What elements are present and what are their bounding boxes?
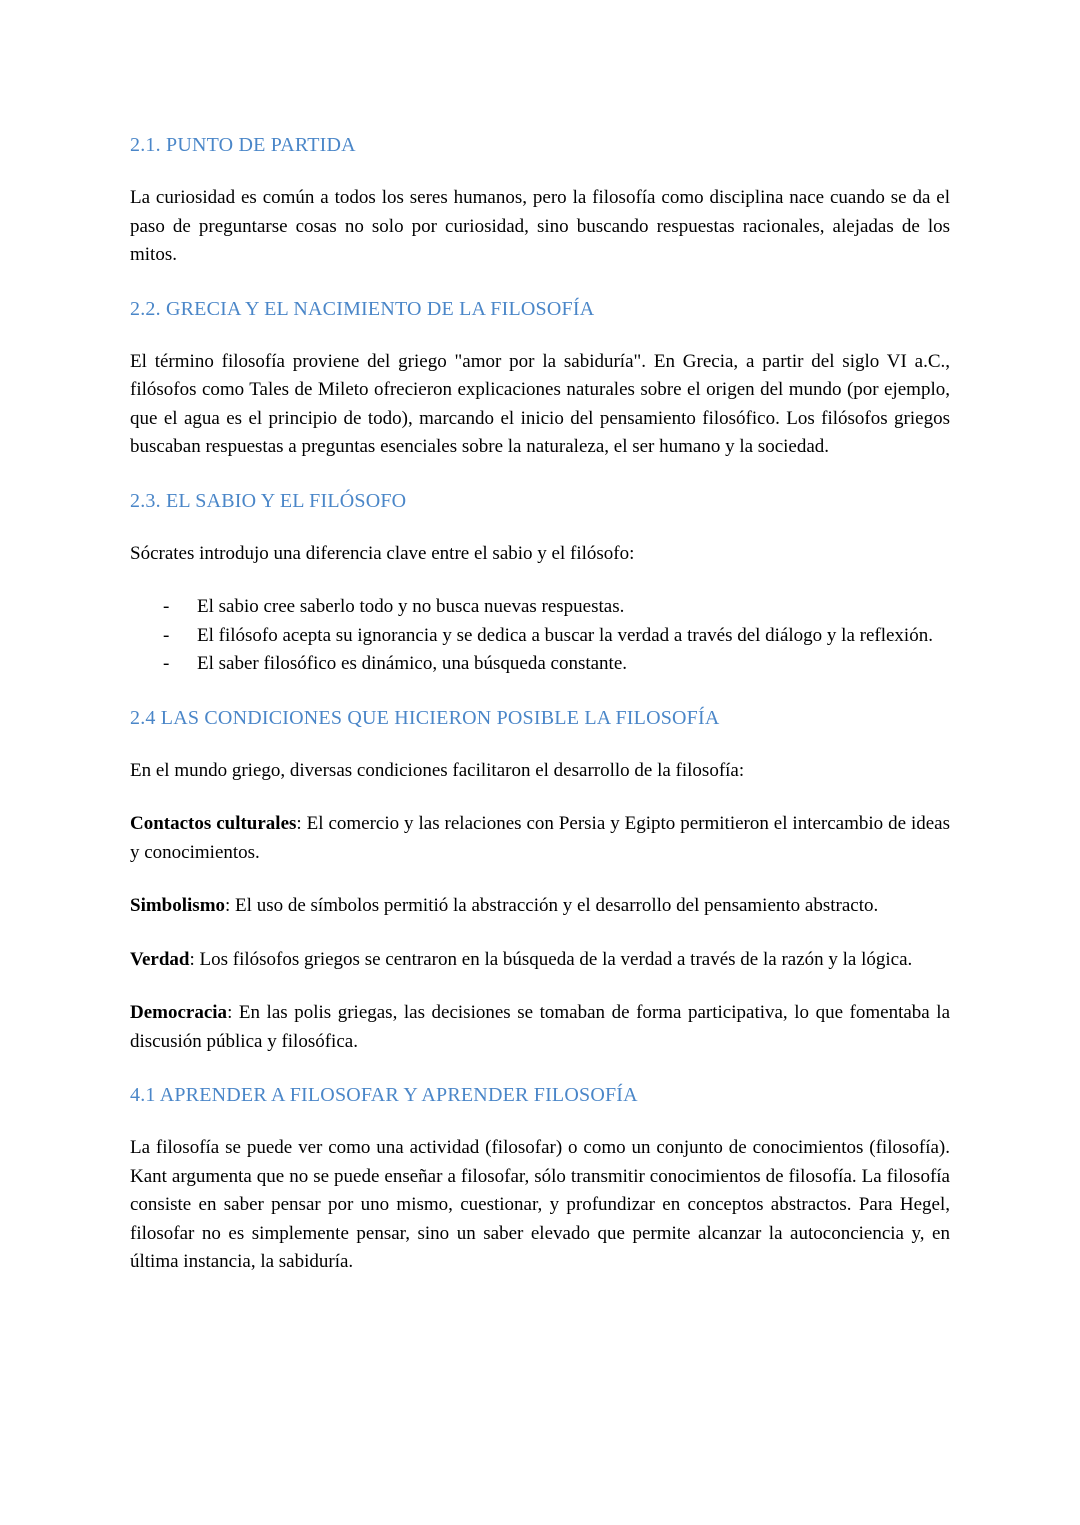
list-item [130,622,950,651]
definition-text: : En las polis griegas, las decisiones se tomaban de forma participativa, lo que fomentaba la discusión pública y filosófica. [130,1002,950,1052]
section-2-3 [130,487,950,679]
definition-paragraph [130,999,950,1056]
section-2-2 [130,295,950,462]
list-item-text: El saber filosófico es dinámico, una búsqueda constante. [197,653,628,674]
list-item [130,593,950,622]
paragraph: En el mundo griego, diversas condiciones facilitaron el desarrollo de la filosofía: [130,759,745,781]
list-bullet: - [163,596,170,617]
list-bullet: - [163,653,170,674]
list-item [130,650,950,679]
section-2-1 [130,131,950,270]
definition-term: Democracia [130,1002,228,1023]
definition-paragraph [130,892,950,921]
definition-text: : El comercio y las relaciones con Persia y Egipto permitieron el intercambio de ideas y conocimientos. [130,813,951,863]
section-heading: 2.4 LAS CONDICIONES QUE HICIERON POSIBLE LA FILOSOFÍA [130,706,720,729]
section-heading: 4.1 APRENDER A FILOSOFAR Y APRENDER FILOSOFÍA [130,1084,638,1106]
section-2-4 [130,704,950,1057]
definition-paragraph [130,946,950,975]
definition-term: Verdad [130,948,190,970]
paragraph: El término filosofía proviene del griego "amor por la sabiduría". En Grecia, a partir del siglo VI a.C., filósofos como Tales de Mileto ofrecieron explicaciones naturales sobre el origen del mundo (por ejemplo, que el agua es el principio de todo), marcando el inicio del pensamiento filosófico. Los filósofos griegos buscaban respuestas a preguntas esenciales sobre la naturaleza, el ser humano y la sociedad. [130,350,950,457]
list-item-text: El sabio cree saberlo todo y no busca nuevas respuestas. [197,596,625,617]
section-4-1 [130,1081,950,1277]
list-item-text: El filósofo acepta su ignorancia y se dedica a buscar la verdad a través del diálogo y la reflexión. [197,624,933,646]
definition-text: : El uso de símbolos permitió la abstracción y el desarrollo del pensamiento abstracto. [225,895,879,916]
section-heading: 2.1. PUNTO DE PARTIDA [130,134,356,156]
bullet-list [130,593,950,679]
section-heading: 2.2. GRECIA Y EL NACIMIENTO DE LA FILOSOFÍA [130,297,595,320]
definition-term: Simbolismo [130,895,226,916]
paragraph: La filosofía se puede ver como una actividad (filosofar) o como un conjunto de conocimientos (filosofía). Kant argumenta que no se puede enseñar a filosofar, sólo transmitir conocimientos de filosofía. La filosofía consiste en saber pensar por uno mismo, cuestionar, y profundizar en conceptos abstractos. Para Hegel, filosofar no es simplemente pensar, sino un saber elevado que permite alcanzar la autoconciencia y, en última instancia, la sabiduría. [130,1137,950,1272]
list-bullet: - [163,624,170,646]
paragraph: La curiosidad es común a todos los seres humanos, pero la filosofía como disciplina nace cuando se da el paso de preguntarse cosas no solo por curiosidad, sino buscando respuestas racionales, alejadas de los mitos. [130,187,950,265]
section-heading: 2.3. EL SABIO Y EL FILÓSOFO [130,489,407,512]
definition-text: : Los filósofos griegos se centraron en la búsqueda de la verdad a través de la razón y la lógica. [189,948,913,970]
paragraph: Sócrates introdujo una diferencia clave entre el sabio y el filósofo: [130,542,635,564]
definition-paragraph [130,810,950,867]
definition-term: Contactos culturales [130,813,297,834]
